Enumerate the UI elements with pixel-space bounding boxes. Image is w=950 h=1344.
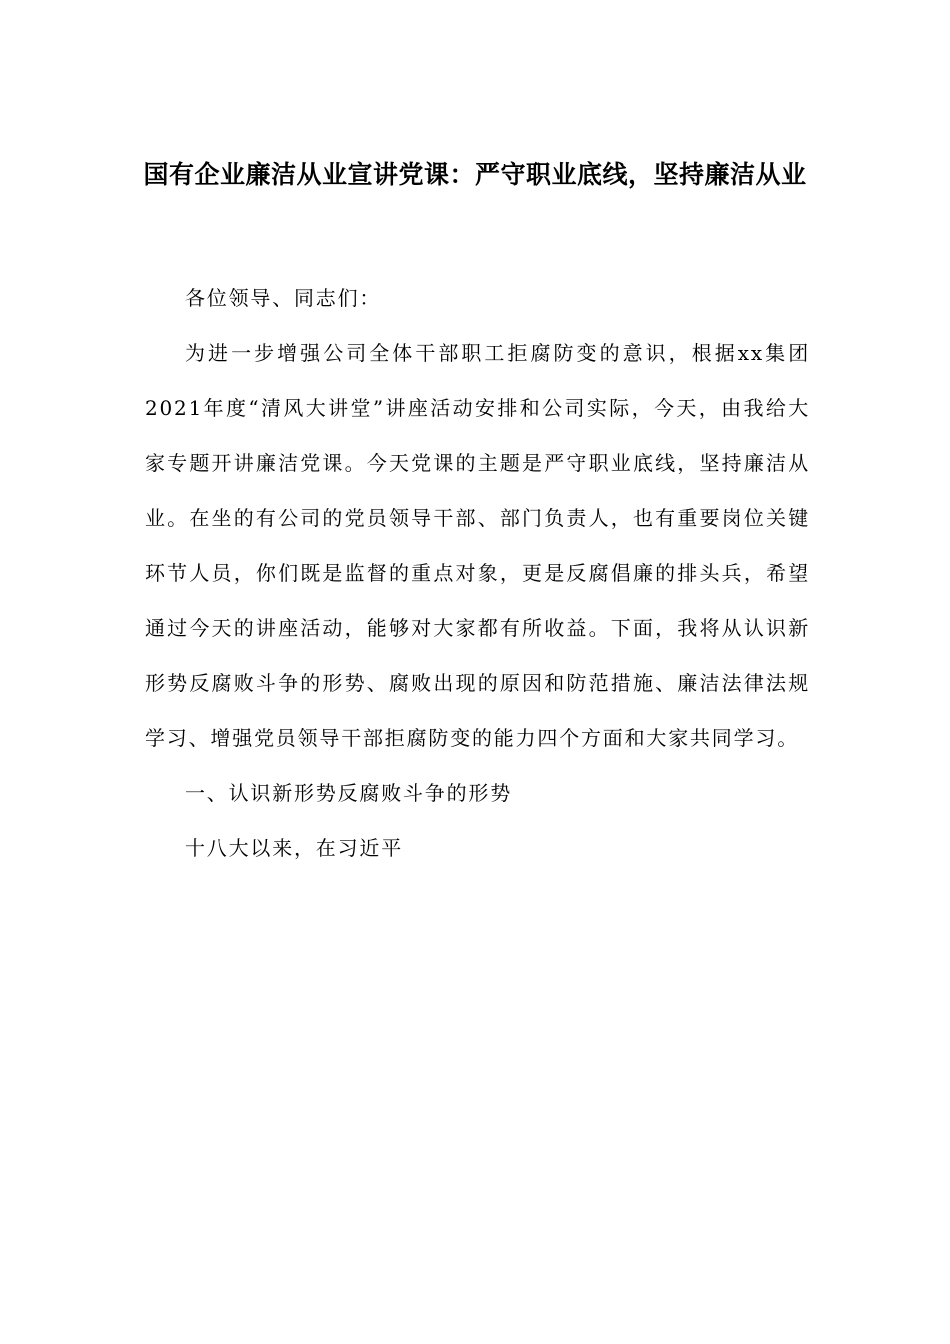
document-title: 国有企业廉洁从业宣讲党课：严守职业底线，坚持廉洁从业: [143, 160, 807, 189]
document-body: [145, 271, 810, 876]
section-paragraph: 十八大以来，在习近平: [185, 836, 403, 860]
intro-paragraph: 为进一步增强公司全体干部职工拒腐防变的意识，根据xx集团2021年度“清风大讲堂”讲座活动安排和公司实际，今天，由我给大家专题开讲廉洁党课。今天党课的主题是严守职业底线，坚持廉洁从业。在坐的有公司的党员领导干部、部门负责人，也有重要岗位关键环节人员，你们既是监督的重点对象，更是反腐倡廉的排头兵，希望通过今天的讲座活动，能够对大家都有所收益。下面，我将从认识新形势反腐败斗争的形势、腐败出现的原因和防范措施、廉洁法律法规学习、增强党员领导干部拒腐防变的能力四个方面和大家共同学习。: [145, 341, 810, 750]
section-heading: 一、认识新形势反腐败斗争的形势: [185, 781, 512, 805]
greeting-paragraph: 各位领导、同志们：: [185, 286, 382, 310]
